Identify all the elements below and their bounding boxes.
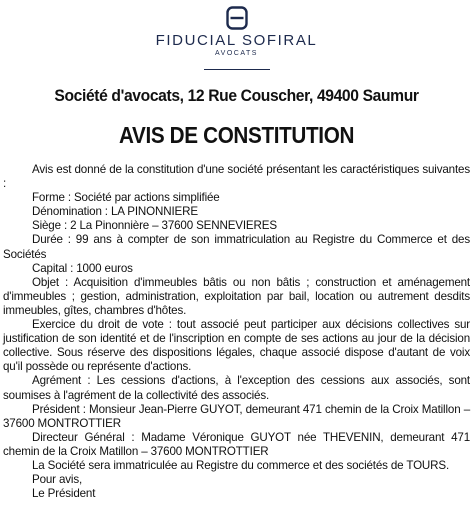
fiducial-logo-icon [226, 6, 248, 30]
brand-subtitle: AVOCATS [215, 50, 258, 57]
paragraph-denomination: Dénomination : LA PINONNIERE [32, 205, 198, 219]
paragraph-agrement: Agrément : Les cessions d'actions, à l'exception des cessions aux associés, sont soumises à l'agrément de la collectivité des associés. [3, 374, 470, 402]
brand-divider [204, 69, 270, 70]
notice-title: AVIS DE CONSTITUTION [118, 122, 355, 148]
paragraph-intro: Avis est donné de la constitution d'une société présentant les caractéristiques suivantes : [3, 163, 470, 191]
paragraph-signature: Le Président [32, 487, 96, 501]
paragraph-vote: Exercice du droit de vote : tout associé peut participer aux décisions collectives sur justification de son identité et de l'inscription en compte de ses actions au jour de la décision collective. Sous réserve des dispositions légales, chaque associé dispose d'autant de voix qu'il possède ou représente d'actions. [3, 318, 470, 374]
firm-address: Société d'avocats, 12 Rue Couscher, 49400 Saumur [54, 86, 419, 105]
notice-body [3, 163, 470, 501]
brand-name: FIDUCIAL SOFIRAL [155, 32, 318, 49]
paragraph-capital: Capital : 1000 euros [32, 261, 133, 275]
paragraph-directeur: Directeur Général : Madame Véronique GUYOT née THEVENIN, demeurant 471 chemin de la Croix Matillon – 37600 MONTROTTIER [3, 430, 470, 458]
paragraph-objet: Objet : Acquisition d'immeubles bâtis ou non bâtis ; construction et aménagement d'immeubles ; gestion, administration, exploitation par bail, location ou autrement desdits immeubles, gîtes, chambres d'hôtes. [3, 275, 470, 317]
paragraph-duree: Durée : 99 ans à compter de son immatriculation au Registre du Commerce et des Sociétés [3, 233, 470, 261]
paragraph-immatriculation: La Société sera immatriculée au Registre du commerce et des sociétés de TOURS. [32, 458, 450, 472]
paragraph-forme: Forme : Société par actions simplifiée [32, 191, 220, 205]
paragraph-pour-avis: Pour avis, [32, 473, 83, 487]
paragraph-siege: Siège : 2 La Pinonnière – 37600 SENNEVIERES [32, 219, 277, 233]
paragraph-president: Président : Monsieur Jean-Pierre GUYOT, demeurant 471 chemin de la Croix Matillon – 37600 MONTROTTIER [3, 402, 470, 430]
letterhead [0, 6, 473, 70]
